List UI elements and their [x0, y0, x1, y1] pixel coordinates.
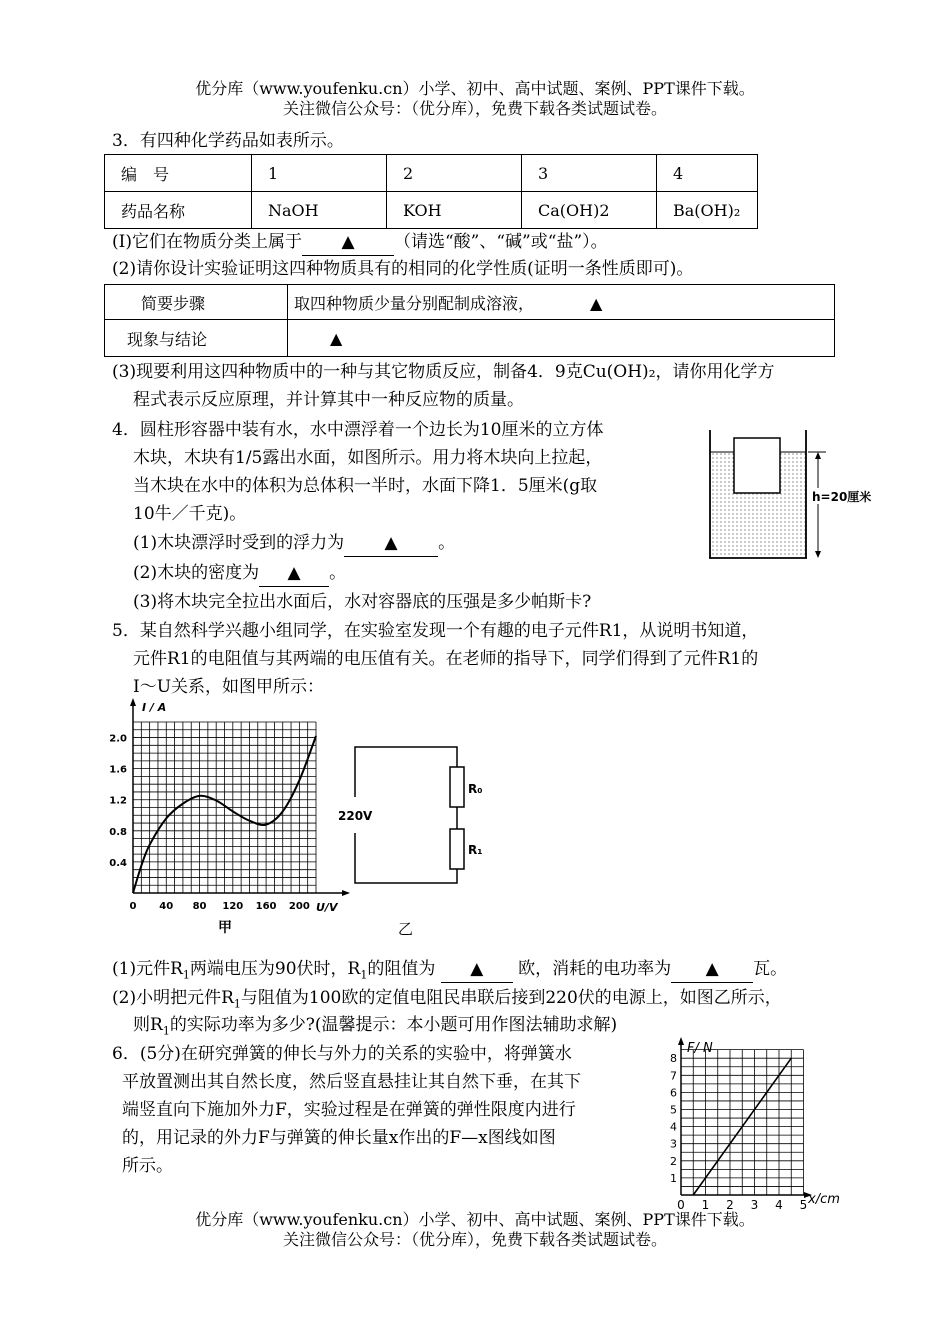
q5-line-1: 5．某自然科学兴趣小组同学，在实验室发现一个有趣的电子元件R1，从说明书知道， [112, 621, 759, 641]
wood-block [734, 438, 780, 493]
x-tick-label: 80 [192, 901, 207, 912]
table-row [105, 320, 835, 357]
x-tick-label: 200 [288, 901, 310, 912]
q5-s1-mid2: 的阻值为 [367, 959, 436, 979]
y-tick-label: 1 [670, 1171, 677, 1185]
q3-num-1: 1 [252, 155, 387, 192]
iu-xlabel: U/V [316, 901, 338, 914]
fx-chart-grid [681, 1050, 804, 1195]
q3-part1 [112, 229, 608, 256]
q4-line-1: 4．圆柱形容器中装有水，水中漂浮着一个边长为10厘米的立方体 [112, 420, 604, 440]
source-label: 220V [338, 809, 373, 823]
q3-table [104, 154, 758, 229]
y-tick-label: 0.8 [109, 826, 127, 838]
x-tick-label: 120 [222, 901, 244, 912]
dim-arrow-down [815, 551, 821, 558]
answer-blank[interactable]: ▲ [344, 530, 438, 557]
q3-exp-row2-label: 现象与结论 [105, 320, 288, 357]
q3-part2: (2)请你设计实验证明这四种物质具有的相同的化学性质(证明一条性质即可)。 [112, 259, 694, 279]
resistor-r1 [450, 829, 464, 869]
q3-num-2: 2 [387, 155, 522, 192]
q3-header-label: 编 号 [105, 155, 252, 192]
answer-blank[interactable]: ▲ [302, 229, 394, 256]
q6-line-4: 的，用记录的外力F与弹簧的伸长量x作出的F—x图线如图 [122, 1128, 556, 1148]
y-tick-label: 3 [670, 1137, 677, 1151]
q4-line-3: 当木块在水中的体积为总体积一半时，水面下降1．5厘米(g取 [133, 476, 598, 496]
y-tick-label: 6 [670, 1086, 677, 1100]
q6-line-5: 所示。 [122, 1156, 173, 1176]
iu-y-arrow [130, 698, 136, 706]
table-row [105, 155, 758, 192]
q4-line-4: 10牛／千克)。 [133, 504, 247, 524]
circuit-diagram [335, 737, 483, 947]
answer-blank[interactable]: ▲ [671, 956, 753, 983]
fx-ylabel: F/ N [687, 1041, 713, 1056]
q3-name-1: NaOH [252, 192, 387, 229]
q4-sub2-post: 。 [329, 563, 347, 583]
y-tick-label: 2.0 [109, 733, 127, 745]
header-line-2: 关注微信公众号：（优分库），免费下载各类试题试卷。 [282, 99, 667, 118]
q4-line-2: 木块，木块有1/5露出水面，如图所示。用力将木块向上拉起， [133, 448, 603, 468]
x-tick-label: 0 [677, 1198, 685, 1212]
q5-line-2: 元件R1的电阻值与其两端的电压值有关。在老师的指导下，同学们得到了元件R1的 [133, 649, 759, 669]
q5-s2-l2-sub: 1 [162, 1024, 170, 1038]
y-tick-label: 1.2 [109, 795, 127, 807]
x-tick-label: 2 [726, 1198, 734, 1212]
x-tick-label: 40 [159, 901, 174, 912]
q3-name-4: Ba(OH)₂ [657, 192, 758, 229]
q6-line-1: 6．(5分)在研究弹簧的伸长与外力的关系的实验中，将弹簧水 [112, 1044, 572, 1064]
table-row [105, 192, 758, 229]
resistor-r0 [450, 767, 464, 807]
q3-exp-row1-cell[interactable] [288, 285, 835, 320]
iu-chart [100, 697, 350, 942]
fx-y-arrow [678, 1037, 684, 1045]
q3-part1-post: （请选“酸”、“碱”或“盐”）。 [393, 232, 608, 252]
footer-line-2: 关注微信公众号：（优分库），免费下载各类试题试卷。 [282, 1230, 667, 1249]
r0-label: R₀ [468, 782, 483, 796]
circuit-caption: 乙 [398, 920, 414, 938]
q4-sub1-post: 。 [438, 533, 456, 553]
x-tick-label: 3 [750, 1198, 759, 1212]
x-tick-label: 0 [129, 901, 137, 912]
q6-line-3: 端竖直向下施加外力F，实验过程是在弹簧的弹性限度内进行 [122, 1100, 576, 1120]
r1-label: R₁ [468, 843, 483, 857]
answer-blank[interactable]: ▲ [259, 560, 329, 587]
q3-stem: 3．有四种化学药品如表所示。 [112, 131, 344, 151]
fx-chart [660, 1036, 850, 1210]
fx-xlabel: x/cm [808, 1192, 840, 1207]
dim-arrow-up [815, 452, 821, 459]
q3-name-3: Ca(OH)2 [522, 192, 657, 229]
q5-sub-2-line2 [133, 1012, 617, 1044]
q5-s1-sub2: 1 [360, 968, 368, 982]
y-tick-label: 5 [670, 1103, 677, 1117]
iu-chart-grid [133, 722, 316, 893]
q3-num-4: 4 [657, 155, 758, 192]
answer-mark: ▲ [590, 293, 603, 313]
q3-part1-pre: (Ⅰ)它们在物质分类上属于 [112, 232, 302, 252]
q3-exp-row1-value: 取四种物质少量分别配制成溶液， [294, 293, 535, 313]
q3-exp-row2-cell[interactable] [288, 320, 835, 357]
x-tick-label: 5 [799, 1198, 808, 1212]
y-tick-label: 0.4 [109, 857, 127, 869]
y-tick-label: 4 [670, 1120, 677, 1134]
answer-mark: ▲ [330, 328, 343, 348]
x-tick-label: 1 [701, 1198, 710, 1212]
y-tick-label: 7 [670, 1069, 677, 1083]
dim-label: h=20厘米 [812, 490, 872, 504]
container-figure [700, 425, 880, 565]
q5-s2-pre: (2)小明把元件R [112, 988, 234, 1008]
q4-sub2-pre: (2)木块的密度为 [133, 563, 260, 583]
q5-s2-l2-post: 的实际功率为多少?(温馨提示：本小题可用作图法辅助求解) [169, 1015, 618, 1035]
answer-blank[interactable]: ▲ [441, 956, 513, 983]
iu-caption: 甲 [218, 920, 232, 936]
y-tick-label: 2 [670, 1154, 677, 1168]
q5-s2-l2-pre: 则R [133, 1015, 163, 1035]
q5-line-3: I～U关系，如图甲所示： [133, 677, 325, 697]
iu-ylabel: I / A [142, 701, 167, 714]
q3-exp-row1-label: 简要步骤 [105, 285, 288, 320]
x-tick-label: 4 [775, 1198, 783, 1212]
q5-s1-sub1: 1 [182, 968, 190, 982]
y-tick-label: 1.6 [109, 764, 127, 776]
header-line-1: 优分库（www.youfenku.cn）小学、初中、高中试题、案例、PPT课件下载。 [195, 79, 755, 98]
q3-experiment-table [104, 284, 835, 357]
q4-sub-2 [133, 560, 346, 587]
q4-sub-1 [133, 530, 455, 557]
q5-sub-1 [112, 956, 787, 988]
q3-name-2: KOH [387, 192, 522, 229]
q3-part3-line1: (3)现要利用这四种物质中的一种与其它物质反应，制备4．9克Cu(OH)₂，请你用化学方 [112, 362, 775, 382]
q5-s1-post: 瓦。 [753, 959, 788, 979]
q5-s2-post: 与阻值为100欧的定值电阻民串联后接到220伏的电源上，如图乙所示， [240, 988, 782, 1008]
footer-line-1: 优分库（www.youfenku.cn）小学、初中、高中试题、案例、PPT课件下载。 [195, 1210, 755, 1229]
q4-sub1-pre: (1)木块漂浮时受到的浮力为 [133, 533, 345, 553]
q3-part3-line2: 程式表示反应原理，并计算其中一种反应物的质量。 [133, 390, 524, 410]
y-tick-label: 8 [670, 1052, 677, 1066]
q5-s1-pre: (1)元件R [112, 959, 183, 979]
q3-num-3: 3 [522, 155, 657, 192]
q6-line-2: 平放置测出其自然长度，然后竖直悬挂让其自然下垂，在其下 [122, 1072, 581, 1092]
q5-s2-sub: 1 [233, 997, 241, 1011]
table-row [105, 285, 835, 320]
x-tick-label: 160 [255, 901, 277, 912]
q3-name-label: 药品名称 [105, 192, 252, 229]
q4-sub-3: (3)将木块完全拉出水面后，水对容器底的压强是多少帕斯卡? [133, 592, 592, 612]
q5-s1-mid1: 两端电压为90伏时，R [189, 959, 361, 979]
q5-s1-mid3: 欧，消耗的电功率为 [518, 959, 672, 979]
